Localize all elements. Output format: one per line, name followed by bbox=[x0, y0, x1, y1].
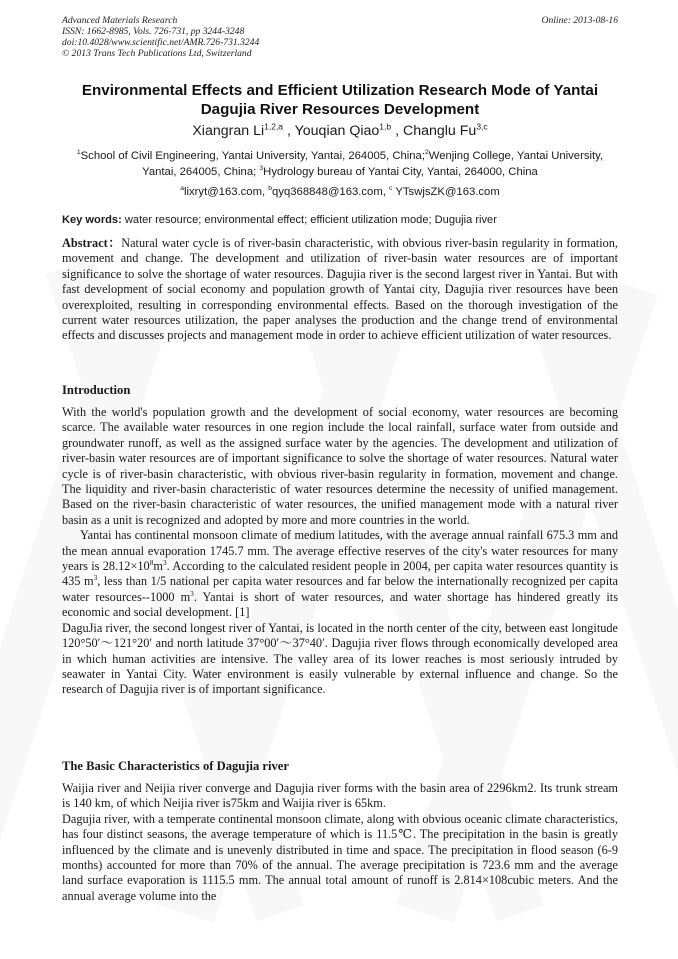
text-run: . Yantai is short of water resources, and water shortage has hindered greatly its economic and social development. [1] bbox=[62, 589, 618, 620]
paragraph: With the world's population growth and the development of social economy, water resources are becoming scarce. The available water resources in one region include the local rainfall, surface water from outside and groundwater runoff, as well as the assigned surface water by the agencies. The development and utilization of river-basin water resources are of important significance to solve the shortage of water resources. Natural water cycle is of river-basin characteristic, with obvious river-basin regularity in formation, movement and change. The liquidity and river-basin characteristic of water resources determine the necessity of unified management. Based on the river-basin characteristic of water resources, the unified management mode with a natural river basin as a unit is recognized and adopted by more and more countries in the world. bbox=[62, 405, 618, 527]
paragraph: DaguJia river, the second longest river of Yantai, is located in the north center of the city, between east longitude 120°50′～121°20′ and north latitude 37°00′～37°40′. Dagujia river flows through economically developed area in which human activities are intensive. The valley area of its lower reaches is most seriously intruded by seawater in Yantai City. Water environment is easily vulnerable by external influence and change. So the research of Dagujia river is of important significance. bbox=[62, 620, 618, 697]
author-affiliation-marker: 3,c bbox=[476, 121, 488, 132]
email-c[interactable]: YTswjsZK@163.com bbox=[395, 186, 500, 198]
email-marker: a bbox=[180, 185, 184, 193]
paragraph: Dagujia river, with a temperate continental monsoon climate, along with obvious oceanic climate characteristics, has four distinct seasons, the average temperature of which is 11.5℃. The precipitation in the basin is greatly influenced by the climate and is unevenly distributed in time and space. The precipitation in flood season (6-9 months) accounted for more than 70% of the annual. The average precipitation is 723.6 mm and the average land surface evaporation is 1115.5 mm. The annual total amount of runoff is 2.814×108cubic meters. And the annual average volume into the bbox=[62, 811, 618, 903]
author-list: Xiangran Li$^{1,2,a}$ , Youqian Qiao$^{1,b}$ , Changlu Fu$^{3,c}$ bbox=[192, 121, 488, 139]
text-run: Yantai has continental monsoon climate of medium latitudes, with the average annual rainfall 675.3 mm and the mean annual evaporation 1745.7 mm. The average effective reserves of the city's water resources for many years is 28.12×10 bbox=[62, 528, 618, 574]
keywords bbox=[62, 212, 618, 228]
text-run: , less than 1/5 national per capita water resources and far below the internationally recognized per capita water resources--1000 m bbox=[62, 574, 618, 604]
keywords-text: water resource; environmental effect; efficient utilization mode; Dugujia river bbox=[124, 214, 497, 226]
paper-title: Environmental Effects and Efficient Utilization Research Mode of Yantai Dagujia River Resources Development bbox=[81, 82, 599, 118]
affiliations bbox=[62, 148, 618, 180]
paragraph bbox=[62, 528, 618, 620]
section-heading-introduction: Introduction bbox=[62, 383, 131, 397]
author-affiliation-marker: 1,2,a bbox=[264, 121, 284, 132]
superscript: 3 bbox=[93, 573, 98, 583]
text-run: . According to the calculated resident people in 2004, per capita water resources quantity is 435 m bbox=[62, 559, 618, 589]
superscript: 8 bbox=[149, 557, 154, 567]
superscript: 3 bbox=[162, 557, 167, 567]
journal-name: Advanced Materials Research bbox=[62, 15, 178, 26]
abstract-label: Abstract： bbox=[62, 236, 122, 250]
superscript: 3 bbox=[190, 588, 194, 598]
introduction-body bbox=[62, 405, 618, 698]
author-affiliation-marker: 1,b bbox=[379, 121, 392, 132]
affiliation-marker: 2 bbox=[424, 149, 429, 157]
author-name: Youqian Qiao bbox=[294, 123, 380, 139]
author-emails bbox=[62, 184, 618, 200]
author-name: Xiangran Li bbox=[192, 123, 265, 139]
abstract-text: Natural water cycle is of river-basin characteristic, with obvious river-basin regularity in formation, movement and change. The development and utilization of river-basin water resources are of important significance to solve the shortage of water resources. Dagujia river is the second largest river in Yantai. But with fast development of social economy and population growth of Yantai city, Dagujia river resources have been overexploited, resulting in corresponding environmental effects. Based on the thorough investigation of the current water resources utilization, the paper analyses the production and the change trend of environmental effects and discusses projects and management mode in order to achieve efficient utilization of water resources. bbox=[62, 236, 618, 343]
affiliation-2: Wenjing College, Yantai University, Yantai, 264005, China; bbox=[142, 150, 604, 178]
online-date: Online: 2013-08-16 bbox=[541, 15, 618, 26]
section-heading-basic-characteristics: The Basic Characteristics of Dagujia river bbox=[62, 759, 289, 773]
copyright-line: © 2013 Trans Tech Publications Ltd, Switzerland bbox=[62, 48, 252, 59]
affiliation-marker: 3 bbox=[259, 165, 264, 173]
text-run: m bbox=[153, 559, 163, 574]
affiliation-1: School of Civil Engineering, Yantai University, Yantai, 264005, China; bbox=[80, 150, 425, 162]
affiliation-marker: 1 bbox=[76, 149, 81, 157]
email-a[interactable]: lixryt@163.com, bbox=[183, 186, 266, 198]
basic-characteristics-body bbox=[62, 781, 618, 904]
email-marker: c bbox=[389, 185, 393, 193]
email-marker: b bbox=[268, 185, 273, 193]
email-b[interactable]: qyq368848@163.com, bbox=[272, 186, 386, 198]
doi-line: doi:10.4028/www.scientific.net/AMR.726-731.3244 bbox=[62, 37, 260, 48]
publication-header bbox=[62, 15, 618, 59]
abstract bbox=[62, 236, 618, 344]
author-name: Changlu Fu bbox=[402, 123, 477, 139]
affiliation-3: Hydrology bureau of Yantai City, Yantai, 264000, China bbox=[263, 166, 538, 178]
keywords-label: Key words: bbox=[62, 214, 122, 226]
paragraph: Waijia river and Neijia river converge and Dagujia river forms with the basin area of 2296km2. Its trunk stream is 140 km, of which Neijia river is75km and Waijia river is 65km. bbox=[62, 781, 618, 811]
issn-line: ISSN: 1662-8985, Vols. 726-731, pp 3244-3248 bbox=[62, 26, 245, 37]
